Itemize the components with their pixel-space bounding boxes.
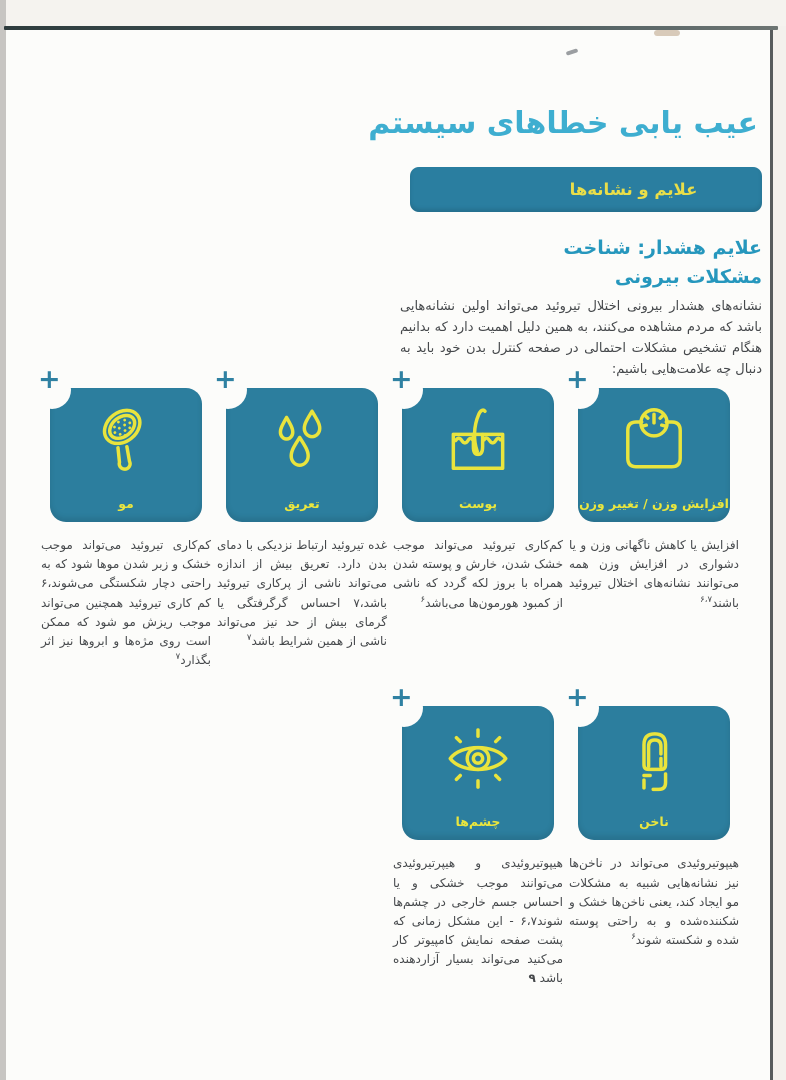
card-skin xyxy=(390,364,554,522)
card-text-sweat: غده تیروئید ارتباط نزدیکی با دمای بدن دارد. تعریق بیش از اندازه می‌تواند ناشی از پرکاری تیروئید باشد،۷ احساس گرگرفتگی یا گرمای بیش از حد نیز می‌تواند ناشی از همین شرایط باشد$^۷$ xyxy=(217,538,387,648)
fingernail-icon xyxy=(614,718,694,796)
footnote-ref: ۷ xyxy=(246,632,252,643)
card-label: مو xyxy=(118,496,134,511)
scan-artifact xyxy=(654,30,680,36)
footnote-ref: ۶،۷ xyxy=(700,594,713,605)
plus-icon: + xyxy=(566,682,589,714)
card-label: ناخن xyxy=(639,814,669,830)
plus-icon: + xyxy=(390,364,413,395)
page-title: عیب یابی خطاهای سیستم xyxy=(368,106,758,142)
card-label: چشم‌ها xyxy=(455,814,501,830)
card-text-skin: کم‌کاری تیروئید می‌تواند موجب خشک شدن، خارش و پوسته شدن همراه با بروز لکه گردد که ناشی از کمبود هورمون‌ها می‌باشد$^۶$ xyxy=(393,538,563,610)
card-sweat xyxy=(214,364,378,522)
card-hair xyxy=(38,364,202,522)
document-page xyxy=(6,30,773,1080)
plus-icon: + xyxy=(214,364,237,395)
sweat-drops-icon xyxy=(262,400,342,478)
card-weight xyxy=(566,364,730,522)
section-heading xyxy=(563,234,762,293)
card-label: پوست xyxy=(458,496,498,511)
card-text-eyes: هیپوتیروئیدی و هیپرتیروئیدی می‌توانند موجب خشکی و یا احساس جسم خارجی در چشم‌ها شوند۶،۷ - این مشکل زمانی که پشت صفحه نمایش کامپیوتر کار می‌کنید می‌تواند بسیار آزاردهنده باشد ۹ xyxy=(393,856,563,986)
footnote-ref: ۶ xyxy=(631,932,636,943)
eye-icon xyxy=(438,718,518,796)
card-eyes xyxy=(390,682,554,840)
hairbrush-icon xyxy=(86,400,166,478)
card-text-hair: کم‌کاری تیروئید می‌تواند موجب خشک و زبر شدن موها شود که به راحتی دچار شکستگی می‌شوند،۶ کم کاری تیروئید همچنین می‌تواند موجب ریزش مو شود که ممکن است روی مژه‌ها و ابروها نیز اثر بگذارد$^۷$ xyxy=(41,538,211,668)
section-banner-label: علایم و نشانه‌ها xyxy=(569,180,698,199)
card-text-nail: هیپوتیروئیدی می‌تواند در ناخن‌ها نیز نشانه‌هایی شبیه به مشکلات مو ایجاد کند، یعنی ناخن‌ها خشک و شکننده‌شده و به راحتی پوسته شده و شکسته شوند$^۶$ xyxy=(569,856,739,948)
scanner-background-band xyxy=(0,0,786,26)
scan-artifact xyxy=(566,48,579,56)
card-text-weight: افزایش یا کاهش ناگهانی وزن و یا دشواری در افزایش وزن همه می‌توانند نشانه‌های اختلال تیروئید باشند$^{۶،۷}$ xyxy=(569,538,739,610)
skin-icon xyxy=(438,400,518,478)
section-heading-line1: علایم هشدار: شناخت xyxy=(563,237,762,259)
section-banner xyxy=(410,167,762,212)
plus-icon: + xyxy=(566,364,589,395)
plus-icon: + xyxy=(38,364,61,395)
card-label: تعریق xyxy=(284,496,320,511)
card-label: افزایش وزن / تغییر وزن xyxy=(579,496,729,511)
footnote-ref: ۷ xyxy=(175,652,181,663)
symptom-cards-grid xyxy=(38,364,739,989)
section-heading-line2: مشکلات بیرونی xyxy=(614,266,762,289)
intro-paragraph: نشانه‌های هشدار بیرونی اختلال تیروئید می‌تواند اولین نشانه‌هایی باشد که مردم مشاهده می‌کنند، به همین دلیل اهمیت دارد که بدانیم هنگام تشخیص مشکلات احتمالی در صفحه کنترل بدن خود باید به دنبال چه علامت‌هایی باشیم: xyxy=(400,299,762,378)
plus-icon: + xyxy=(390,682,413,714)
footnote-ref: ۶ xyxy=(420,594,426,605)
footnote-ref: ۹ xyxy=(528,971,536,986)
weight-scale-icon xyxy=(614,400,694,478)
card-nail xyxy=(566,682,730,840)
